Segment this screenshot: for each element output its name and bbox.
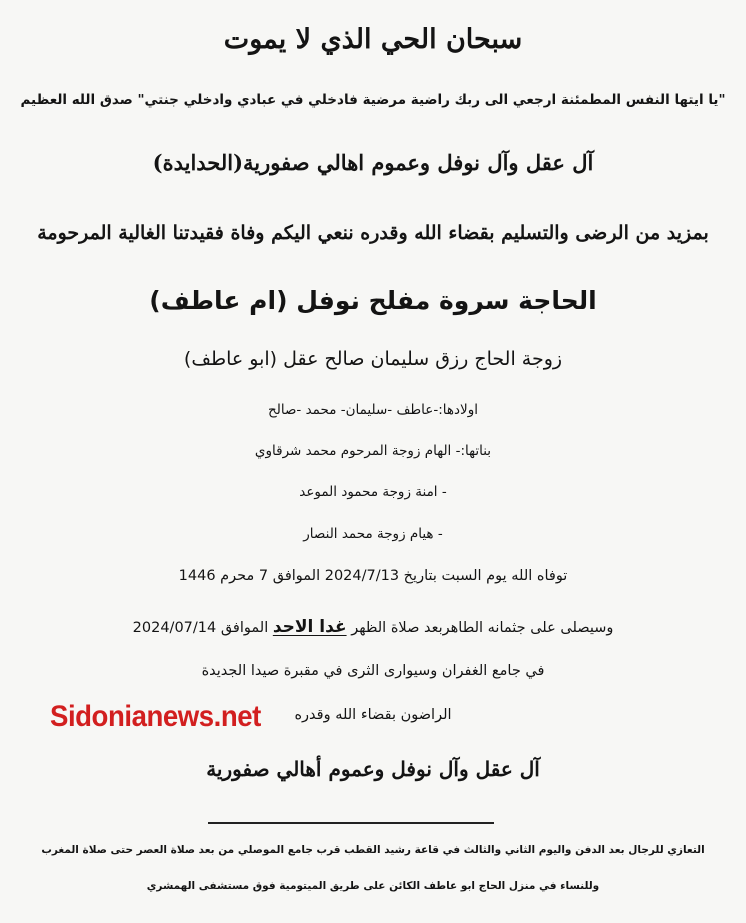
- acceptance-line: الراضون بقضاء الله وقدره: [294, 707, 452, 723]
- families-signoff: آل عقل وآل نوفل وعموم أهالي صفورية: [206, 757, 540, 781]
- death-date-line: توفاه الله يوم السبت بتاريخ 2024/7/13 الموافق 7 محرم 1446: [178, 568, 568, 584]
- announcement-line: بمزيد من الرضى والتسليم بقضاء الله وقدره ننعي اليكم وفاة فقيدتنا الغالية المرحومة: [37, 222, 709, 244]
- families-heading: آل عقل وآل نوفل وعموم اهالي صفورية(الحدايدة): [152, 150, 594, 175]
- prayer-day-highlight: غدا الاحد: [272, 617, 347, 637]
- condolences-women: وللنساء في منزل الحاج ابو عاطف الكائن على طريق الميتومية فوق مستشفى الهمشري: [146, 880, 600, 892]
- sons-line: اولادها:-عاطف -سليمان- محمد -صالح: [268, 402, 478, 418]
- prayer-before: وسيصلى على جثمانه الطاهربعد صلاة الظهر: [351, 620, 614, 636]
- watermark-logo: Sidonianews.net: [50, 700, 261, 733]
- notice-title: سبحان الحي الذي لا يموت: [223, 24, 523, 55]
- daughter-line: - امنة زوجة محمود الموعد: [299, 484, 447, 500]
- burial-line: في جامع الغفران وسيوارى الثرى في مقبرة صيدا الجديدة: [201, 663, 545, 679]
- deceased-name: الحاجة سروة مفلح نوفل (ام عاطف): [149, 286, 597, 315]
- daughter-line: - هيام زوجة محمد النصار: [303, 526, 443, 542]
- divider: [208, 822, 494, 824]
- condolences-men: التعازي للرجال بعد الدفن واليوم الثاني والثالث في قاعة رشيد القطب قرب جامع الموصلي من بعد صلاة العصر حتى صلاة المغرب: [41, 844, 705, 856]
- quran-verse: "يا ايتها النفس المطمئنة ارجعي الى ربك راضية مرضية فادخلي في عبادي وادخلي جنتي" صدق الله العظيم: [20, 92, 726, 108]
- funeral-prayer-line: [0, 617, 746, 637]
- prayer-after: الموافق 2024/07/14: [132, 620, 269, 636]
- spouse-line: زوجة الحاج رزق سليمان صالح عقل (ابو عاطف): [183, 348, 563, 370]
- daughter-line: بناتها:- الهام زوجة المرحوم محمد شرقاوي: [254, 443, 492, 459]
